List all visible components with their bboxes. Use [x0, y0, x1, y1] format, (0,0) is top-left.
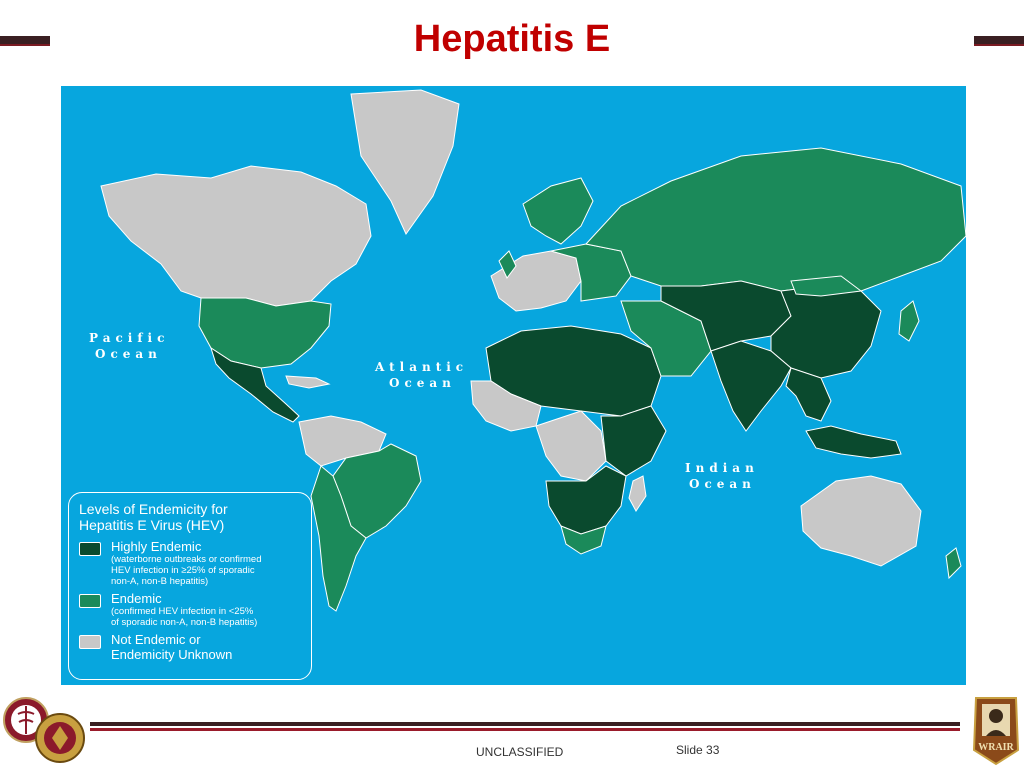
legend-title: [79, 501, 301, 533]
classification-text: UNCLASSIFIED: [476, 745, 564, 759]
map-legend: [68, 492, 312, 680]
header-rule-right: [974, 36, 1024, 44]
atlantic-ocean-label-2: Ocean: [389, 376, 456, 390]
pacific-ocean-label-1: Pacific: [89, 331, 170, 345]
highly-endemic-swatch: [79, 542, 101, 556]
footer-rule-dark: [90, 722, 960, 726]
not-endemic-label-2: Endemicity Unknown: [111, 647, 233, 662]
legend-title-line2: Hepatitis E Virus (HEV): [79, 517, 225, 533]
endemic-label: Endemic: [111, 591, 162, 606]
footer-rule-red: [90, 728, 960, 731]
legend-item-highly-endemic: [79, 539, 301, 587]
wrair-badge-text: WRAIR: [978, 742, 1014, 753]
legend-item-not-endemic: [79, 632, 301, 662]
endemic-swatch: [79, 594, 101, 608]
slide-title: Hepatitis E: [413, 18, 611, 60]
highly-endemic-detail-1: (waterborne outbreaks or confirmed: [111, 554, 262, 565]
medical-corps-seal-icon: [2, 692, 92, 766]
not-endemic-label: Not Endemic or: [111, 632, 201, 647]
highly-endemic-detail-2: HEV infection in ≥25% of sporadic: [111, 565, 255, 576]
indian-ocean-label-1: Indian: [685, 461, 759, 475]
pacific-ocean-label-2: Ocean: [95, 347, 162, 361]
highly-endemic-label: Highly Endemic: [111, 539, 202, 554]
slide-number: Slide 33: [676, 743, 720, 757]
wrair-badge-icon: [970, 692, 1022, 766]
endemic-detail-1: (confirmed HEV infection in <25%: [111, 606, 254, 617]
highly-endemic-detail-3: non-A, non-B hepatitis): [111, 576, 209, 587]
indian-ocean-label-2: Ocean: [689, 477, 756, 491]
legend-title-line1: Levels of Endemicity for: [79, 501, 228, 517]
legend-item-endemic: [79, 591, 301, 628]
header-rule-left: [0, 36, 50, 44]
atlantic-ocean-label-1: Atlantic: [375, 360, 469, 374]
endemic-detail-2: of sporadic non-A, non-B hepatitis): [111, 617, 258, 628]
not-endemic-swatch: [79, 635, 101, 649]
